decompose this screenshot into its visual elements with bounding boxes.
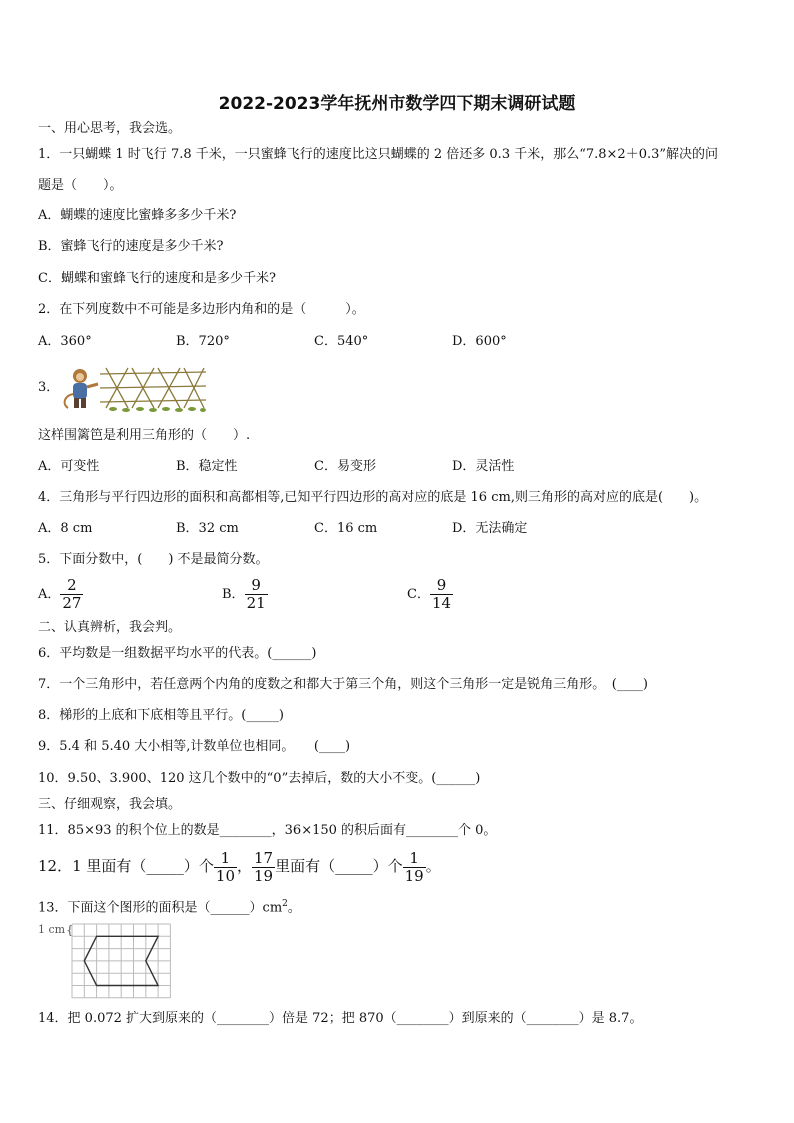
q4-option-d: D．无法确定 bbox=[452, 521, 528, 536]
q5-option-b bbox=[222, 577, 268, 612]
q3-option-b: B．稳定性 bbox=[176, 459, 238, 474]
q5-option-a-label: A． bbox=[38, 587, 61, 602]
q5-stem: 5．下面分数中，( ) 不是最简分数。 bbox=[38, 552, 269, 567]
fraction-denominator: 19 bbox=[404, 866, 424, 885]
q2-stem: 2．在下列度数中不可能是多边形内角和的是（ ）。 bbox=[38, 302, 365, 317]
q1-option-a: A．蝴蝶的速度比蜜蜂多多少千米? bbox=[38, 208, 237, 223]
q6-statement: 6．平均数是一组数据平均水平的代表。(______) bbox=[38, 646, 317, 661]
q12-fraction-1-10 bbox=[214, 850, 237, 885]
q5-option-b-label: B． bbox=[222, 587, 245, 602]
q12-end: 。 bbox=[425, 857, 441, 875]
q2-option-c: C．540° bbox=[314, 334, 369, 349]
section-3-heading: 三、仔细观察，我会填。 bbox=[38, 797, 182, 812]
q14-stem: 14．把 0.072 扩大到原来的（________）倍是 72；把 870（________）到原来的（________）是 8.7。 bbox=[38, 1011, 643, 1026]
q1-stem-line2: 题是（ ）。 bbox=[38, 178, 123, 193]
fraction-denominator: 21 bbox=[246, 594, 266, 612]
q5-option-a-fraction bbox=[60, 577, 83, 612]
q10-statement: 10．9.50、3.900、120 这几个数中的“0”去掉后，数的大小不变。(______) bbox=[38, 771, 481, 786]
q3-option-c: C．易变形 bbox=[314, 459, 376, 474]
q5-option-c-fraction bbox=[430, 577, 453, 612]
q2-option-d: D．600° bbox=[452, 334, 507, 349]
q12-text-part1: 12．1 里面有（_____）个 bbox=[38, 857, 214, 875]
q4-option-b: B．32 cm bbox=[176, 521, 239, 536]
svg-text:{: { bbox=[66, 923, 74, 937]
q12-text-part2: 里面有（_____）个 bbox=[275, 857, 403, 875]
q5-option-c-label: C． bbox=[407, 587, 430, 602]
q12-separator: ， bbox=[237, 857, 253, 875]
q12-stem bbox=[38, 849, 441, 885]
q13-stem bbox=[38, 895, 301, 917]
fraction-denominator: 19 bbox=[254, 866, 274, 885]
q1-option-b: B．蜜蜂飞行的速度是多少千米? bbox=[38, 239, 224, 254]
section-2-heading: 二、认真辨析，我会判。 bbox=[38, 620, 182, 635]
fraction-numerator: 9 bbox=[251, 576, 261, 594]
fraction-numerator: 1 bbox=[409, 848, 419, 867]
q2-option-b: B．720° bbox=[176, 334, 230, 349]
section-1-heading: 一、用心思考，我会选。 bbox=[38, 121, 182, 136]
q9-statement: 9．5.4 和 5.40 大小相等,计数单位也相同。 (____) bbox=[38, 739, 351, 754]
q13-text: 13．下面这个图形的面积是（______）cm bbox=[38, 900, 283, 916]
q1-stem-line1: 1．一只蝴蝶 1 时飞行 7.8 千米，一只蜜蜂飞行的速度比这只蝴蝶的 2 倍还多 0.3 千米，那么“7.8×2＋0.3”解决的问 bbox=[38, 147, 719, 162]
fence-illustration bbox=[58, 362, 210, 414]
fraction-denominator: 27 bbox=[62, 594, 82, 612]
q13-superscript: 2 bbox=[282, 899, 288, 909]
fraction-denominator: 14 bbox=[431, 594, 452, 612]
q12-fraction-17-19 bbox=[252, 850, 275, 885]
q3-option-d: D．灵活性 bbox=[452, 459, 515, 474]
fraction-numerator: 17 bbox=[254, 848, 274, 867]
q5-option-b-fraction bbox=[245, 577, 268, 612]
fraction-denominator: 10 bbox=[215, 866, 235, 885]
q7-statement: 7．一个三角形中，若任意两个内角的度数之和都大于第三个角，则这个三角形一定是锐角三角形。 (____) bbox=[38, 677, 648, 692]
q11-stem: 11．85×93 的积个位上的数是________，36×150 的积后面有________个 0。 bbox=[38, 823, 497, 838]
q3-option-a: A．可变性 bbox=[38, 459, 100, 474]
q4-option-c: C．16 cm bbox=[314, 521, 378, 536]
page-title: 2022-2023学年抚州市数学四下期末调研试题 bbox=[218, 94, 576, 114]
q3-stem: 这样围篱笆是利用三角形的（ ）. bbox=[38, 428, 251, 443]
q5-option-c bbox=[407, 577, 453, 612]
q12-fraction-1-19 bbox=[403, 850, 426, 885]
q13-grid-figure bbox=[66, 922, 182, 1000]
fraction-numerator: 2 bbox=[67, 576, 77, 594]
fraction-numerator: 9 bbox=[436, 576, 447, 594]
q13-end: 。 bbox=[287, 900, 301, 916]
fraction-numerator: 1 bbox=[220, 848, 231, 867]
q2-option-a: A．360° bbox=[38, 334, 92, 349]
q4-option-a: A．8 cm bbox=[38, 521, 93, 536]
q4-stem: 4．三角形与平行四边形的面积和高都相等,已知平行四边形的高对应的底是 16 cm,则三角形的高对应的底是( )。 bbox=[38, 490, 708, 505]
q13-scale-label: 1 cm bbox=[38, 923, 66, 936]
q8-statement: 8．梯形的上底和下底相等且平行。(_____) bbox=[38, 708, 284, 723]
q5-option-a bbox=[38, 577, 83, 612]
q1-option-c: C．蝴蝶和蜜蜂飞行的速度和是多少千米? bbox=[38, 271, 276, 286]
q3-number: 3． bbox=[38, 380, 60, 395]
